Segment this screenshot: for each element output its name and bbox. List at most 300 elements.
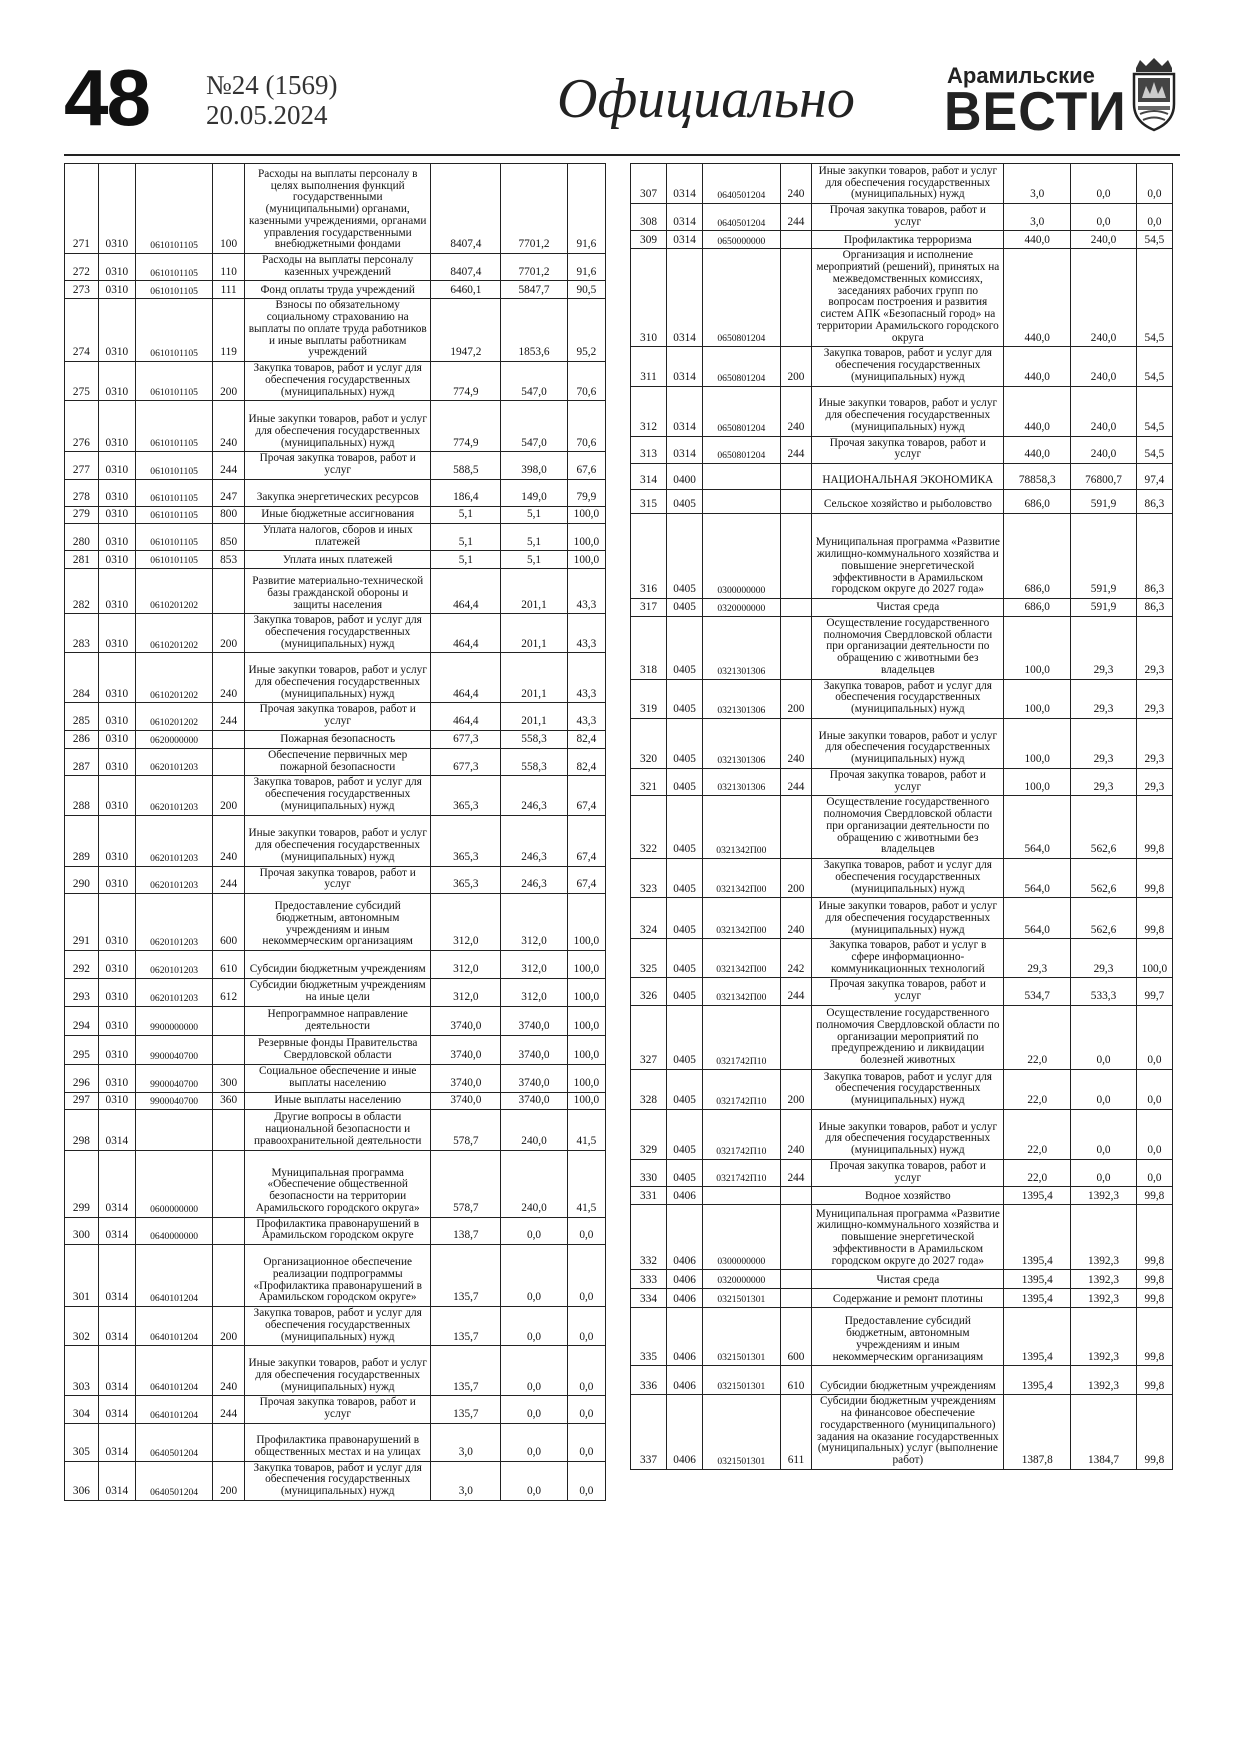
row-description: Чистая среда [812,599,1004,617]
row-description: Фонд оплаты труда учреждений [244,281,431,299]
target-article-code: 0300000000 [703,1205,780,1270]
row-description: Иные закупки товаров, работ и услуг для обеспечения государственных (муниципальных) нужд [812,1109,1004,1159]
executed-amount: 1392,3 [1071,1308,1137,1366]
target-article-code: 0610101105 [135,506,212,523]
executed-amount: 1392,3 [1071,1205,1137,1270]
execution-percent: 41,5 [567,1109,605,1150]
approved-amount: 3,0 [431,1423,501,1461]
section-code: 0310 [98,569,135,614]
approved-amount: 365,3 [431,815,501,866]
execution-percent: 100,0 [567,951,605,979]
approved-amount: 564,0 [1004,898,1071,939]
row-number: 334 [631,1289,667,1308]
execution-percent: 29,3 [1136,718,1172,768]
table-row [631,768,1173,795]
executed-amount: 547,0 [501,401,568,452]
row-description: Прочая закупка товаров, работ и услуг [812,978,1004,1005]
section-code: 0405 [667,898,703,939]
row-description: Прочая закупка товаров, работ и услуг [812,204,1004,231]
approved-amount: 312,0 [431,894,501,951]
row-description: Взносы по обязательному социальному страхованию на выплаты по оплате труда работников и иные выплаты работникам учреждений [244,299,431,362]
approved-amount: 3740,0 [431,1035,501,1064]
execution-percent: 54,5 [1136,436,1172,463]
row-description: Профилактика терроризма [812,231,1004,249]
section-code: 0310 [98,979,135,1006]
expense-type-code: 244 [780,978,812,1005]
section-code: 0314 [98,1396,135,1423]
expense-type-code: 240 [213,401,245,452]
row-description: Резервные фонды Правительства Свердловской области [244,1035,431,1064]
executed-amount: 240,0 [1071,249,1137,347]
row-number: 293 [65,979,99,1006]
row-number: 336 [631,1366,667,1395]
target-article-code: 0650801204 [703,386,780,436]
approved-amount: 8407,4 [431,164,501,254]
target-article-code: 0321342П00 [703,939,780,978]
section-code: 0310 [98,894,135,951]
expense-type-code: 200 [213,776,245,815]
row-description: Муниципальная программа «Обеспечение общественной безопасности на территории Арамильского городского округа» [244,1150,431,1217]
target-article-code: 0610201202 [135,614,212,653]
expense-type-code [780,1270,812,1289]
approved-amount: 5,1 [431,551,501,569]
row-number: 285 [65,703,99,730]
row-description: Закупка товаров, работ и услуг для обеспечения государственных (муниципальных) нужд [244,1461,431,1500]
table-row [631,1289,1173,1308]
expense-type-code: 300 [213,1064,245,1092]
budget-table-left [64,163,606,1501]
section-code: 0310 [98,614,135,653]
row-description: Субсидии бюджетным учреждениям на иные цели [244,979,431,1006]
row-description: Закупка товаров, работ и услуг для обеспечения государственных (муниципальных) нужд [812,859,1004,898]
table-row [65,299,606,362]
execution-percent: 0,0 [567,1423,605,1461]
target-article-code: 0321301306 [703,718,780,768]
expense-type-code: 244 [780,436,812,463]
section-code: 0310 [98,748,135,775]
approved-amount: 1395,4 [1004,1308,1071,1366]
target-article-code: 0610101105 [135,479,212,506]
row-number: 287 [65,748,99,775]
execution-percent: 99,8 [1136,796,1172,859]
execution-percent: 99,8 [1136,1366,1172,1395]
row-description: Другие вопросы в области национальной безопасности и правоохранительной деятельности [244,1109,431,1150]
row-description: Прочая закупка товаров, работ и услуг [812,436,1004,463]
table-row [631,718,1173,768]
executed-amount: 0,0 [1071,1159,1137,1186]
target-article-code: 0321501301 [703,1366,780,1395]
execution-percent: 67,6 [567,452,605,479]
approved-amount: 100,0 [1004,679,1071,718]
target-article-code: 0320000000 [703,1270,780,1289]
section-code: 0314 [667,249,703,347]
execution-percent: 99,7 [1136,978,1172,1005]
execution-percent: 43,3 [567,653,605,703]
city-coat-of-arms-icon [1130,58,1178,132]
executed-amount: 0,0 [501,1346,568,1396]
row-description: Закупка товаров, работ и услуг для обеспечения государственных (муниципальных) нужд [812,347,1004,386]
row-description: Социальное обеспечение и иные выплаты населению [244,1064,431,1092]
expense-type-code: 240 [213,1346,245,1396]
section-code: 0310 [98,299,135,362]
row-description: Закупка товаров, работ и услуг для обеспечения государственных (муниципальных) нужд [244,614,431,653]
row-number: 317 [631,599,667,617]
executed-amount: 240,0 [1071,386,1137,436]
expense-type-code: 244 [780,768,812,795]
target-article-code: 0620101203 [135,866,212,893]
target-article-code: 0620101203 [135,894,212,951]
target-article-code: 0300000000 [703,514,780,599]
table-row [631,514,1173,599]
row-description: Иные закупки товаров, работ и услуг для обеспечения государственных (муниципальных) нужд [244,401,431,452]
table-row [631,1159,1173,1186]
row-description: Закупка товаров, работ и услуг для обеспечения государственных (муниципальных) нужд [812,1069,1004,1109]
execution-percent: 100,0 [567,979,605,1006]
approved-amount: 464,4 [431,569,501,614]
expense-type-code [780,1187,812,1205]
executed-amount: 29,3 [1071,718,1137,768]
approved-amount: 464,4 [431,614,501,653]
target-article-code: 0620101203 [135,748,212,775]
executed-amount: 591,9 [1071,490,1137,514]
execution-percent: 0,0 [1136,1109,1172,1159]
execution-percent: 100,0 [567,506,605,523]
expense-type-code: 244 [213,866,245,893]
row-description: Расходы на выплаты персоналу казенных учреждений [244,254,431,281]
executed-amount: 533,3 [1071,978,1137,1005]
row-description: Прочая закупка товаров, работ и услуг [244,866,431,893]
row-number: 282 [65,569,99,614]
execution-percent: 67,4 [567,815,605,866]
target-article-code: 0321501301 [703,1289,780,1308]
executed-amount: 240,0 [1071,231,1137,249]
approved-amount: 534,7 [1004,978,1071,1005]
row-description: Содержание и ремонт плотины [812,1289,1004,1308]
execution-percent: 79,9 [567,479,605,506]
row-description: Иные закупки товаров, работ и услуг для обеспечения государственных (муниципальных) нужд [812,164,1004,204]
approved-amount: 1395,4 [1004,1270,1071,1289]
row-number: 319 [631,679,667,718]
row-number: 302 [65,1307,99,1346]
expense-type-code [780,1289,812,1308]
executed-amount: 1392,3 [1071,1366,1137,1395]
execution-percent: 0,0 [1136,1005,1172,1069]
row-number: 288 [65,776,99,815]
expense-type-code: 200 [213,614,245,653]
target-article-code: 0610101105 [135,401,212,452]
expense-type-code: 800 [213,506,245,523]
table-row [65,1092,606,1109]
approved-amount: 100,0 [1004,768,1071,795]
executed-amount: 0,0 [501,1423,568,1461]
target-article-code: 0650801204 [703,436,780,463]
executed-amount: 201,1 [501,653,568,703]
executed-amount: 0,0 [501,1245,568,1307]
expense-type-code: 200 [780,859,812,898]
table-row [65,866,606,893]
row-description: Уплата налогов, сборов и иных платежей [244,523,431,550]
section-code: 0310 [98,951,135,979]
executed-amount: 1392,3 [1071,1270,1137,1289]
row-number: 290 [65,866,99,893]
execution-percent: 100,0 [567,1035,605,1064]
executed-amount: 0,0 [1071,1069,1137,1109]
target-article-code: 9900040700 [135,1092,212,1109]
row-number: 325 [631,939,667,978]
approved-amount: 312,0 [431,979,501,1006]
execution-percent: 82,4 [567,748,605,775]
row-number: 275 [65,362,99,401]
row-number: 337 [631,1395,667,1469]
row-number: 308 [631,204,667,231]
approved-amount: 365,3 [431,866,501,893]
page-number: 48 [64,53,149,142]
target-article-code [703,490,780,514]
section-code: 0406 [667,1205,703,1270]
approved-amount: 564,0 [1004,859,1071,898]
page-header [64,50,1184,160]
row-description: Закупка товаров, работ и услуг для обеспечения государственных (муниципальных) нужд [244,776,431,815]
row-number: 274 [65,299,99,362]
execution-percent: 100,0 [567,1006,605,1035]
expense-type-code: 200 [780,1069,812,1109]
section-code: 0314 [98,1109,135,1150]
table-row [65,551,606,569]
row-description: Осуществление государственного полномочия Свердловской области при организации деятельности по обращению с животными без владельцев [812,796,1004,859]
row-number: 301 [65,1245,99,1307]
expense-type-code [213,1423,245,1461]
executed-amount: 312,0 [501,894,568,951]
section-code: 0406 [667,1395,703,1469]
execution-percent: 70,6 [567,362,605,401]
approved-amount: 3,0 [1004,204,1071,231]
section-code: 0314 [667,386,703,436]
section-code: 0310 [98,1092,135,1109]
section-code: 0314 [98,1423,135,1461]
row-number: 327 [631,1005,667,1069]
table-row [631,249,1173,347]
row-description: Осуществление государственного полномочия Свердловской области при организации деятельности по обращению с животными без владельцев [812,617,1004,680]
row-number: 320 [631,718,667,768]
table-row [65,362,606,401]
execution-percent: 67,4 [567,776,605,815]
approved-amount: 135,7 [431,1245,501,1307]
section-code: 0405 [667,1109,703,1159]
section-code: 0310 [98,362,135,401]
section-code: 0314 [98,1217,135,1244]
table-row [631,490,1173,514]
execution-percent: 91,6 [567,164,605,254]
approved-amount: 677,3 [431,748,501,775]
execution-percent: 91,6 [567,254,605,281]
approved-amount: 440,0 [1004,386,1071,436]
table-row [631,204,1173,231]
budget-table-right [630,163,1173,1470]
target-article-code: 0610101105 [135,523,212,550]
executed-amount: 0,0 [1071,164,1137,204]
section-code: 0405 [667,1069,703,1109]
target-article-code: 0600000000 [135,1150,212,1217]
target-article-code: 0620101203 [135,776,212,815]
target-article-code: 0610101105 [135,164,212,254]
row-number: 335 [631,1308,667,1366]
approved-amount: 1395,4 [1004,1366,1071,1395]
table-row [631,1205,1173,1270]
execution-percent: 97,4 [1136,464,1172,490]
executed-amount: 5847,7 [501,281,568,299]
table-row [631,386,1173,436]
row-number: 312 [631,386,667,436]
execution-percent: 99,8 [1136,1205,1172,1270]
table-row [65,1109,606,1150]
expense-type-code: 244 [213,703,245,730]
row-number: 313 [631,436,667,463]
approved-amount: 578,7 [431,1150,501,1217]
table-row [65,979,606,1006]
execution-percent: 100,0 [567,1092,605,1109]
approved-amount: 29,3 [1004,939,1071,978]
table-row [631,347,1173,386]
approved-amount: 1387,8 [1004,1395,1071,1469]
target-article-code: 0650000000 [703,231,780,249]
approved-amount: 588,5 [431,452,501,479]
table-row [65,730,606,748]
row-number: 303 [65,1346,99,1396]
executed-amount: 5,1 [501,506,568,523]
row-number: 333 [631,1270,667,1289]
section-code: 0406 [667,1366,703,1395]
row-description: Расходы на выплаты персоналу в целях выполнения функций государственными (муниципальными) органами, казенными учреждениями, органами управления государственными внебюджетными фондами [244,164,431,254]
table-row [631,436,1173,463]
execution-percent: 0,0 [567,1396,605,1423]
row-description: Непрограммное направление деятельности [244,1006,431,1035]
table-row [631,164,1173,204]
execution-percent: 0,0 [1136,1159,1172,1186]
table-row [65,401,606,452]
execution-percent: 0,0 [567,1217,605,1244]
expense-type-code: 240 [780,898,812,939]
executed-amount: 562,6 [1071,796,1137,859]
section-code: 0310 [98,1035,135,1064]
expense-type-code: 600 [780,1308,812,1366]
target-article-code: 0640501204 [135,1461,212,1500]
expense-type-code: 610 [213,951,245,979]
approved-amount: 3740,0 [431,1064,501,1092]
target-article-code: 0610101105 [135,281,212,299]
executed-amount: 558,3 [501,730,568,748]
expense-type-code: 119 [213,299,245,362]
executed-amount: 7701,2 [501,164,568,254]
row-number: 295 [65,1035,99,1064]
execution-percent: 100,0 [1136,939,1172,978]
row-description: Прочая закупка товаров, работ и услуг [812,1159,1004,1186]
executed-amount: 240,0 [1071,436,1137,463]
execution-percent: 54,5 [1136,231,1172,249]
expense-type-code: 247 [213,479,245,506]
target-article-code [703,464,780,490]
table-row [631,231,1173,249]
execution-percent: 100,0 [567,894,605,951]
approved-amount: 774,9 [431,401,501,452]
header-rule [64,154,1180,156]
section-code: 0310 [98,703,135,730]
executed-amount: 0,0 [1071,1005,1137,1069]
approved-amount: 6460,1 [431,281,501,299]
expense-type-code [213,1217,245,1244]
approved-amount: 22,0 [1004,1069,1071,1109]
row-description: Муниципальная программа «Развитие жилищно-коммунального хозяйства и повышение энергетической эффективности в Арамильском городском округе до 2027 года» [812,514,1004,599]
target-article-code: 0640101204 [135,1346,212,1396]
row-description: Муниципальная программа «Развитие жилищно-коммунального хозяйства и повышение энергетической эффективности в Арамильском городском округе до 2027 года» [812,1205,1004,1270]
expense-type-code [780,1005,812,1069]
execution-percent: 54,5 [1136,347,1172,386]
target-article-code: 0321342П00 [703,859,780,898]
executed-amount: 1392,3 [1071,1187,1137,1205]
section-code: 0405 [667,718,703,768]
execution-percent: 43,3 [567,703,605,730]
expense-type-code [780,231,812,249]
execution-percent: 0,0 [567,1461,605,1500]
row-number: 281 [65,551,99,569]
section-code: 0405 [667,859,703,898]
section-code: 0405 [667,679,703,718]
executed-amount: 29,3 [1071,939,1137,978]
row-number: 272 [65,254,99,281]
executed-amount: 3740,0 [501,1035,568,1064]
executed-amount: 312,0 [501,979,568,1006]
expense-type-code: 850 [213,523,245,550]
table-row [65,254,606,281]
execution-percent: 100,0 [567,1064,605,1092]
expense-type-code: 240 [780,1109,812,1159]
section-code: 0310 [98,401,135,452]
expense-type-code [213,1006,245,1035]
approved-amount: 3740,0 [431,1006,501,1035]
approved-amount: 5,1 [431,523,501,550]
target-article-code: 0321301306 [703,679,780,718]
expense-type-code [780,249,812,347]
row-description: Иные закупки товаров, работ и услуг для обеспечения государственных (муниципальных) нужд [244,653,431,703]
row-description: Закупка товаров, работ и услуг для обеспечения государственных (муниципальных) нужд [812,679,1004,718]
execution-percent: 100,0 [567,551,605,569]
table-row [65,653,606,703]
target-article-code [703,1187,780,1205]
approved-amount: 22,0 [1004,1005,1071,1069]
table-row [631,464,1173,490]
target-article-code: 0640501204 [135,1423,212,1461]
target-article-code: 0610101105 [135,362,212,401]
row-description: Иные закупки товаров, работ и услуг для обеспечения государственных (муниципальных) нужд [244,815,431,866]
expense-type-code: 612 [213,979,245,1006]
execution-percent: 0,0 [1136,204,1172,231]
expense-type-code: 600 [213,894,245,951]
row-description: Иные бюджетные ассигнования [244,506,431,523]
section-code: 0405 [667,939,703,978]
table-row [631,599,1173,617]
target-article-code: 0321301306 [703,617,780,680]
table-row [65,1006,606,1035]
table-row [65,614,606,653]
approved-amount: 3,0 [431,1461,501,1500]
row-description: Субсидии бюджетным учреждениям на финансовое обеспечение государственного (муниципального) задания на оказание государственных (муниципальных) услуг (выполнение работ) [812,1395,1004,1469]
expense-type-code: 360 [213,1092,245,1109]
section-code: 0405 [667,617,703,680]
execution-percent: 86,3 [1136,599,1172,617]
approved-amount: 22,0 [1004,1109,1071,1159]
executed-amount: 240,0 [1071,347,1137,386]
approved-amount: 138,7 [431,1217,501,1244]
section-code: 0310 [98,479,135,506]
